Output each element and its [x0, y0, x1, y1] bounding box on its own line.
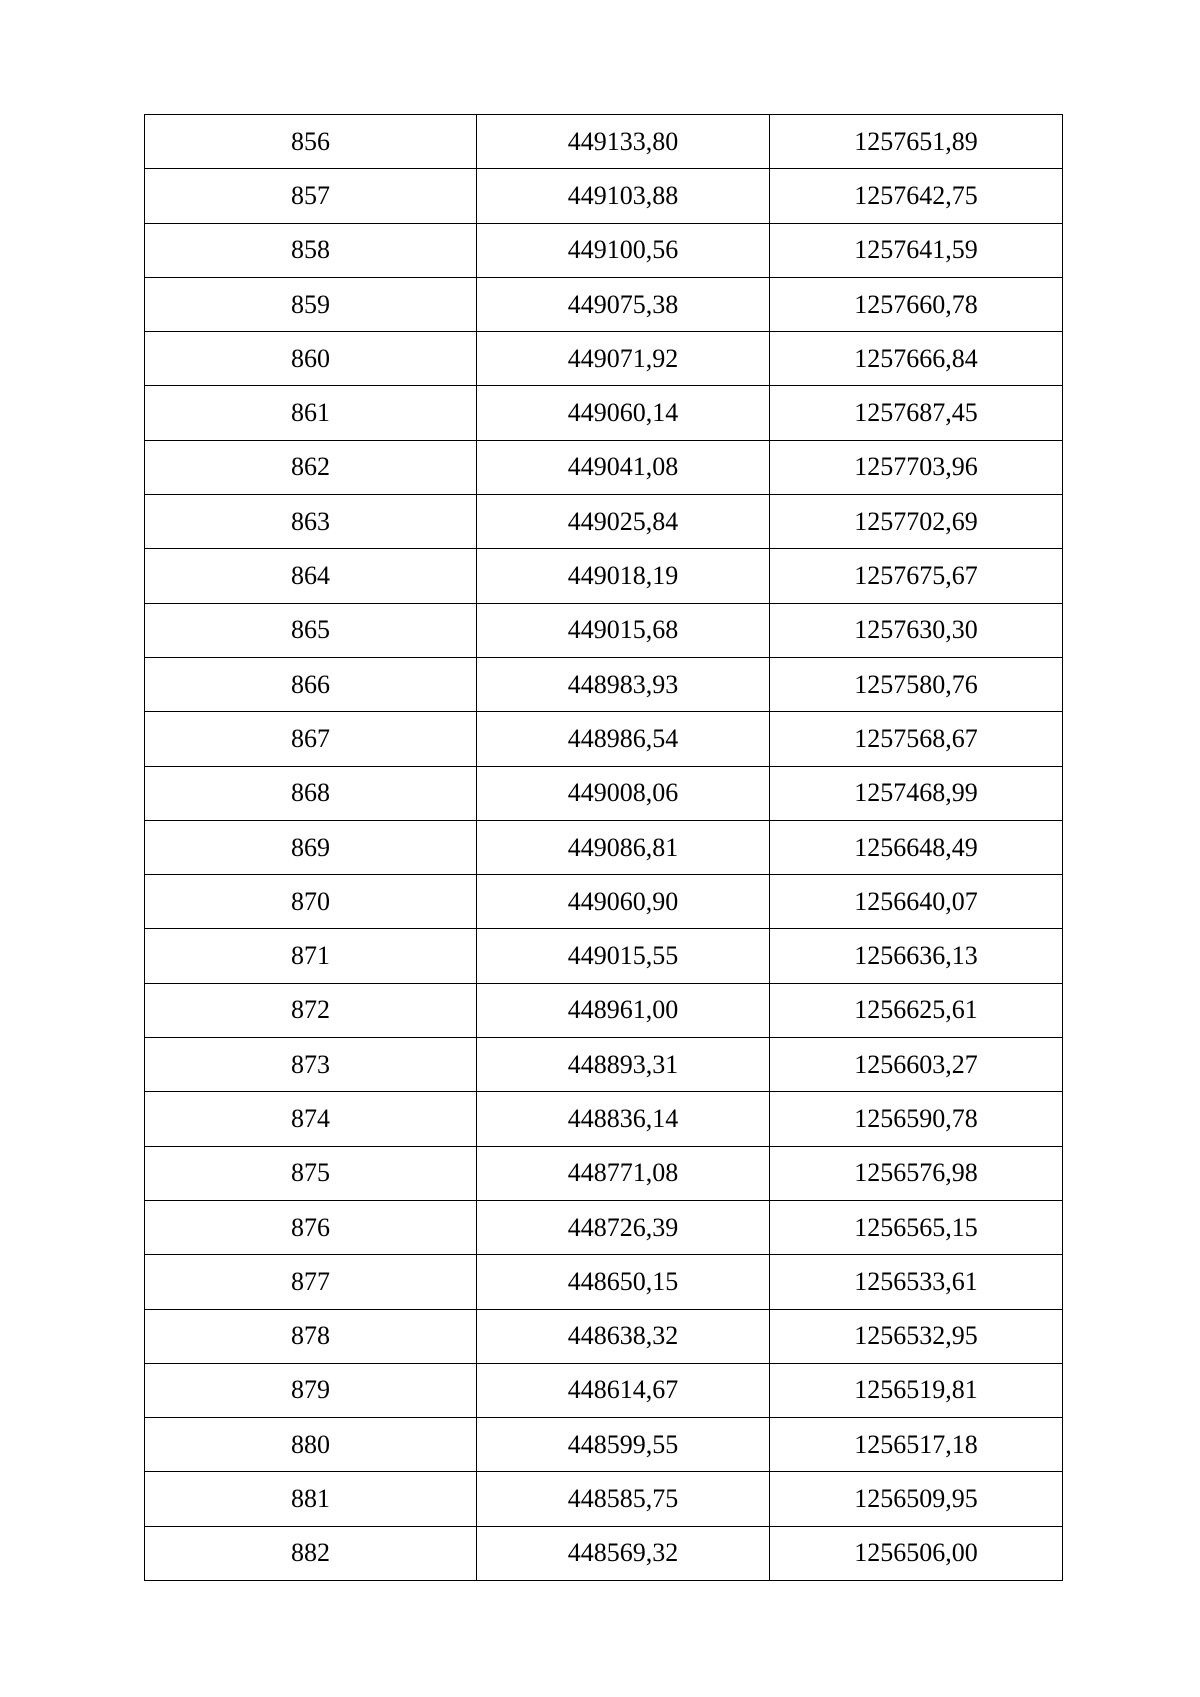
coordinates-table-body: [145, 115, 1063, 1581]
x-coordinate-cell: 449025,84: [477, 495, 770, 549]
table-row: [145, 820, 1063, 874]
point-number-cell: 858: [145, 223, 477, 277]
table-row: [145, 1418, 1063, 1472]
point-number-cell: 869: [145, 820, 477, 874]
x-coordinate-cell: 448983,93: [477, 657, 770, 711]
y-coordinate-cell: 1256532,95: [770, 1309, 1063, 1363]
x-coordinate-cell: 448771,08: [477, 1146, 770, 1200]
x-coordinate-cell: 449018,19: [477, 549, 770, 603]
y-coordinate-cell: 1256533,61: [770, 1255, 1063, 1309]
x-coordinate-cell: 448986,54: [477, 712, 770, 766]
table-row: [145, 1038, 1063, 1092]
y-coordinate-cell: 1256576,98: [770, 1146, 1063, 1200]
y-coordinate-cell: 1256590,78: [770, 1092, 1063, 1146]
point-number-cell: 871: [145, 929, 477, 983]
point-number-cell: 872: [145, 983, 477, 1037]
point-number-cell: 856: [145, 115, 477, 169]
table-row: [145, 169, 1063, 223]
x-coordinate-cell: 449100,56: [477, 223, 770, 277]
x-coordinate-cell: 449041,08: [477, 440, 770, 494]
x-coordinate-cell: 449071,92: [477, 332, 770, 386]
x-coordinate-cell: 448836,14: [477, 1092, 770, 1146]
point-number-cell: 882: [145, 1526, 477, 1580]
table-row: [145, 1526, 1063, 1580]
x-coordinate-cell: 449060,90: [477, 875, 770, 929]
point-number-cell: 877: [145, 1255, 477, 1309]
table-row: [145, 1200, 1063, 1254]
point-number-cell: 870: [145, 875, 477, 929]
table-row: [145, 875, 1063, 929]
y-coordinate-cell: 1257703,96: [770, 440, 1063, 494]
table-row: [145, 657, 1063, 711]
table-row: [145, 1255, 1063, 1309]
table-row: [145, 712, 1063, 766]
x-coordinate-cell: 448726,39: [477, 1200, 770, 1254]
point-number-cell: 873: [145, 1038, 477, 1092]
coordinates-table: [144, 114, 1063, 1581]
x-coordinate-cell: 449008,06: [477, 766, 770, 820]
table-row: [145, 495, 1063, 549]
x-coordinate-cell: 449103,88: [477, 169, 770, 223]
x-coordinate-cell: 449015,55: [477, 929, 770, 983]
x-coordinate-cell: 448638,32: [477, 1309, 770, 1363]
x-coordinate-cell: 448599,55: [477, 1418, 770, 1472]
y-coordinate-cell: 1256509,95: [770, 1472, 1063, 1526]
x-coordinate-cell: 449075,38: [477, 277, 770, 331]
x-coordinate-cell: 449015,68: [477, 603, 770, 657]
y-coordinate-cell: 1257702,69: [770, 495, 1063, 549]
table-row: [145, 549, 1063, 603]
table-row: [145, 386, 1063, 440]
y-coordinate-cell: 1257675,67: [770, 549, 1063, 603]
x-coordinate-cell: 449060,14: [477, 386, 770, 440]
point-number-cell: 865: [145, 603, 477, 657]
table-row: [145, 1092, 1063, 1146]
point-number-cell: 860: [145, 332, 477, 386]
table-row: [145, 115, 1063, 169]
point-number-cell: 874: [145, 1092, 477, 1146]
table-row: [145, 440, 1063, 494]
x-coordinate-cell: 448614,67: [477, 1363, 770, 1417]
point-number-cell: 861: [145, 386, 477, 440]
y-coordinate-cell: 1256565,15: [770, 1200, 1063, 1254]
table-row: [145, 223, 1063, 277]
y-coordinate-cell: 1257630,30: [770, 603, 1063, 657]
y-coordinate-cell: 1256636,13: [770, 929, 1063, 983]
table-row: [145, 1146, 1063, 1200]
x-coordinate-cell: 448585,75: [477, 1472, 770, 1526]
point-number-cell: 880: [145, 1418, 477, 1472]
y-coordinate-cell: 1256625,61: [770, 983, 1063, 1037]
point-number-cell: 881: [145, 1472, 477, 1526]
table-row: [145, 603, 1063, 657]
table-row: [145, 1363, 1063, 1417]
table-row: [145, 277, 1063, 331]
table-row: [145, 766, 1063, 820]
y-coordinate-cell: 1256648,49: [770, 820, 1063, 874]
table-row: [145, 1472, 1063, 1526]
point-number-cell: 867: [145, 712, 477, 766]
y-coordinate-cell: 1257642,75: [770, 169, 1063, 223]
point-number-cell: 864: [145, 549, 477, 603]
y-coordinate-cell: 1257660,78: [770, 277, 1063, 331]
y-coordinate-cell: 1256519,81: [770, 1363, 1063, 1417]
y-coordinate-cell: 1256506,00: [770, 1526, 1063, 1580]
point-number-cell: 863: [145, 495, 477, 549]
y-coordinate-cell: 1256517,18: [770, 1418, 1063, 1472]
table-row: [145, 1309, 1063, 1363]
y-coordinate-cell: 1257651,89: [770, 115, 1063, 169]
point-number-cell: 859: [145, 277, 477, 331]
y-coordinate-cell: 1257568,67: [770, 712, 1063, 766]
x-coordinate-cell: 448650,15: [477, 1255, 770, 1309]
y-coordinate-cell: 1256640,07: [770, 875, 1063, 929]
table-row: [145, 983, 1063, 1037]
point-number-cell: 866: [145, 657, 477, 711]
point-number-cell: 875: [145, 1146, 477, 1200]
x-coordinate-cell: 449133,80: [477, 115, 770, 169]
table-row: [145, 929, 1063, 983]
point-number-cell: 857: [145, 169, 477, 223]
x-coordinate-cell: 448893,31: [477, 1038, 770, 1092]
y-coordinate-cell: 1257641,59: [770, 223, 1063, 277]
y-coordinate-cell: 1257580,76: [770, 657, 1063, 711]
point-number-cell: 868: [145, 766, 477, 820]
y-coordinate-cell: 1256603,27: [770, 1038, 1063, 1092]
x-coordinate-cell: 449086,81: [477, 820, 770, 874]
y-coordinate-cell: 1257687,45: [770, 386, 1063, 440]
point-number-cell: 876: [145, 1200, 477, 1254]
table-row: [145, 332, 1063, 386]
point-number-cell: 879: [145, 1363, 477, 1417]
y-coordinate-cell: 1257666,84: [770, 332, 1063, 386]
y-coordinate-cell: 1257468,99: [770, 766, 1063, 820]
point-number-cell: 862: [145, 440, 477, 494]
point-number-cell: 878: [145, 1309, 477, 1363]
x-coordinate-cell: 448569,32: [477, 1526, 770, 1580]
x-coordinate-cell: 448961,00: [477, 983, 770, 1037]
